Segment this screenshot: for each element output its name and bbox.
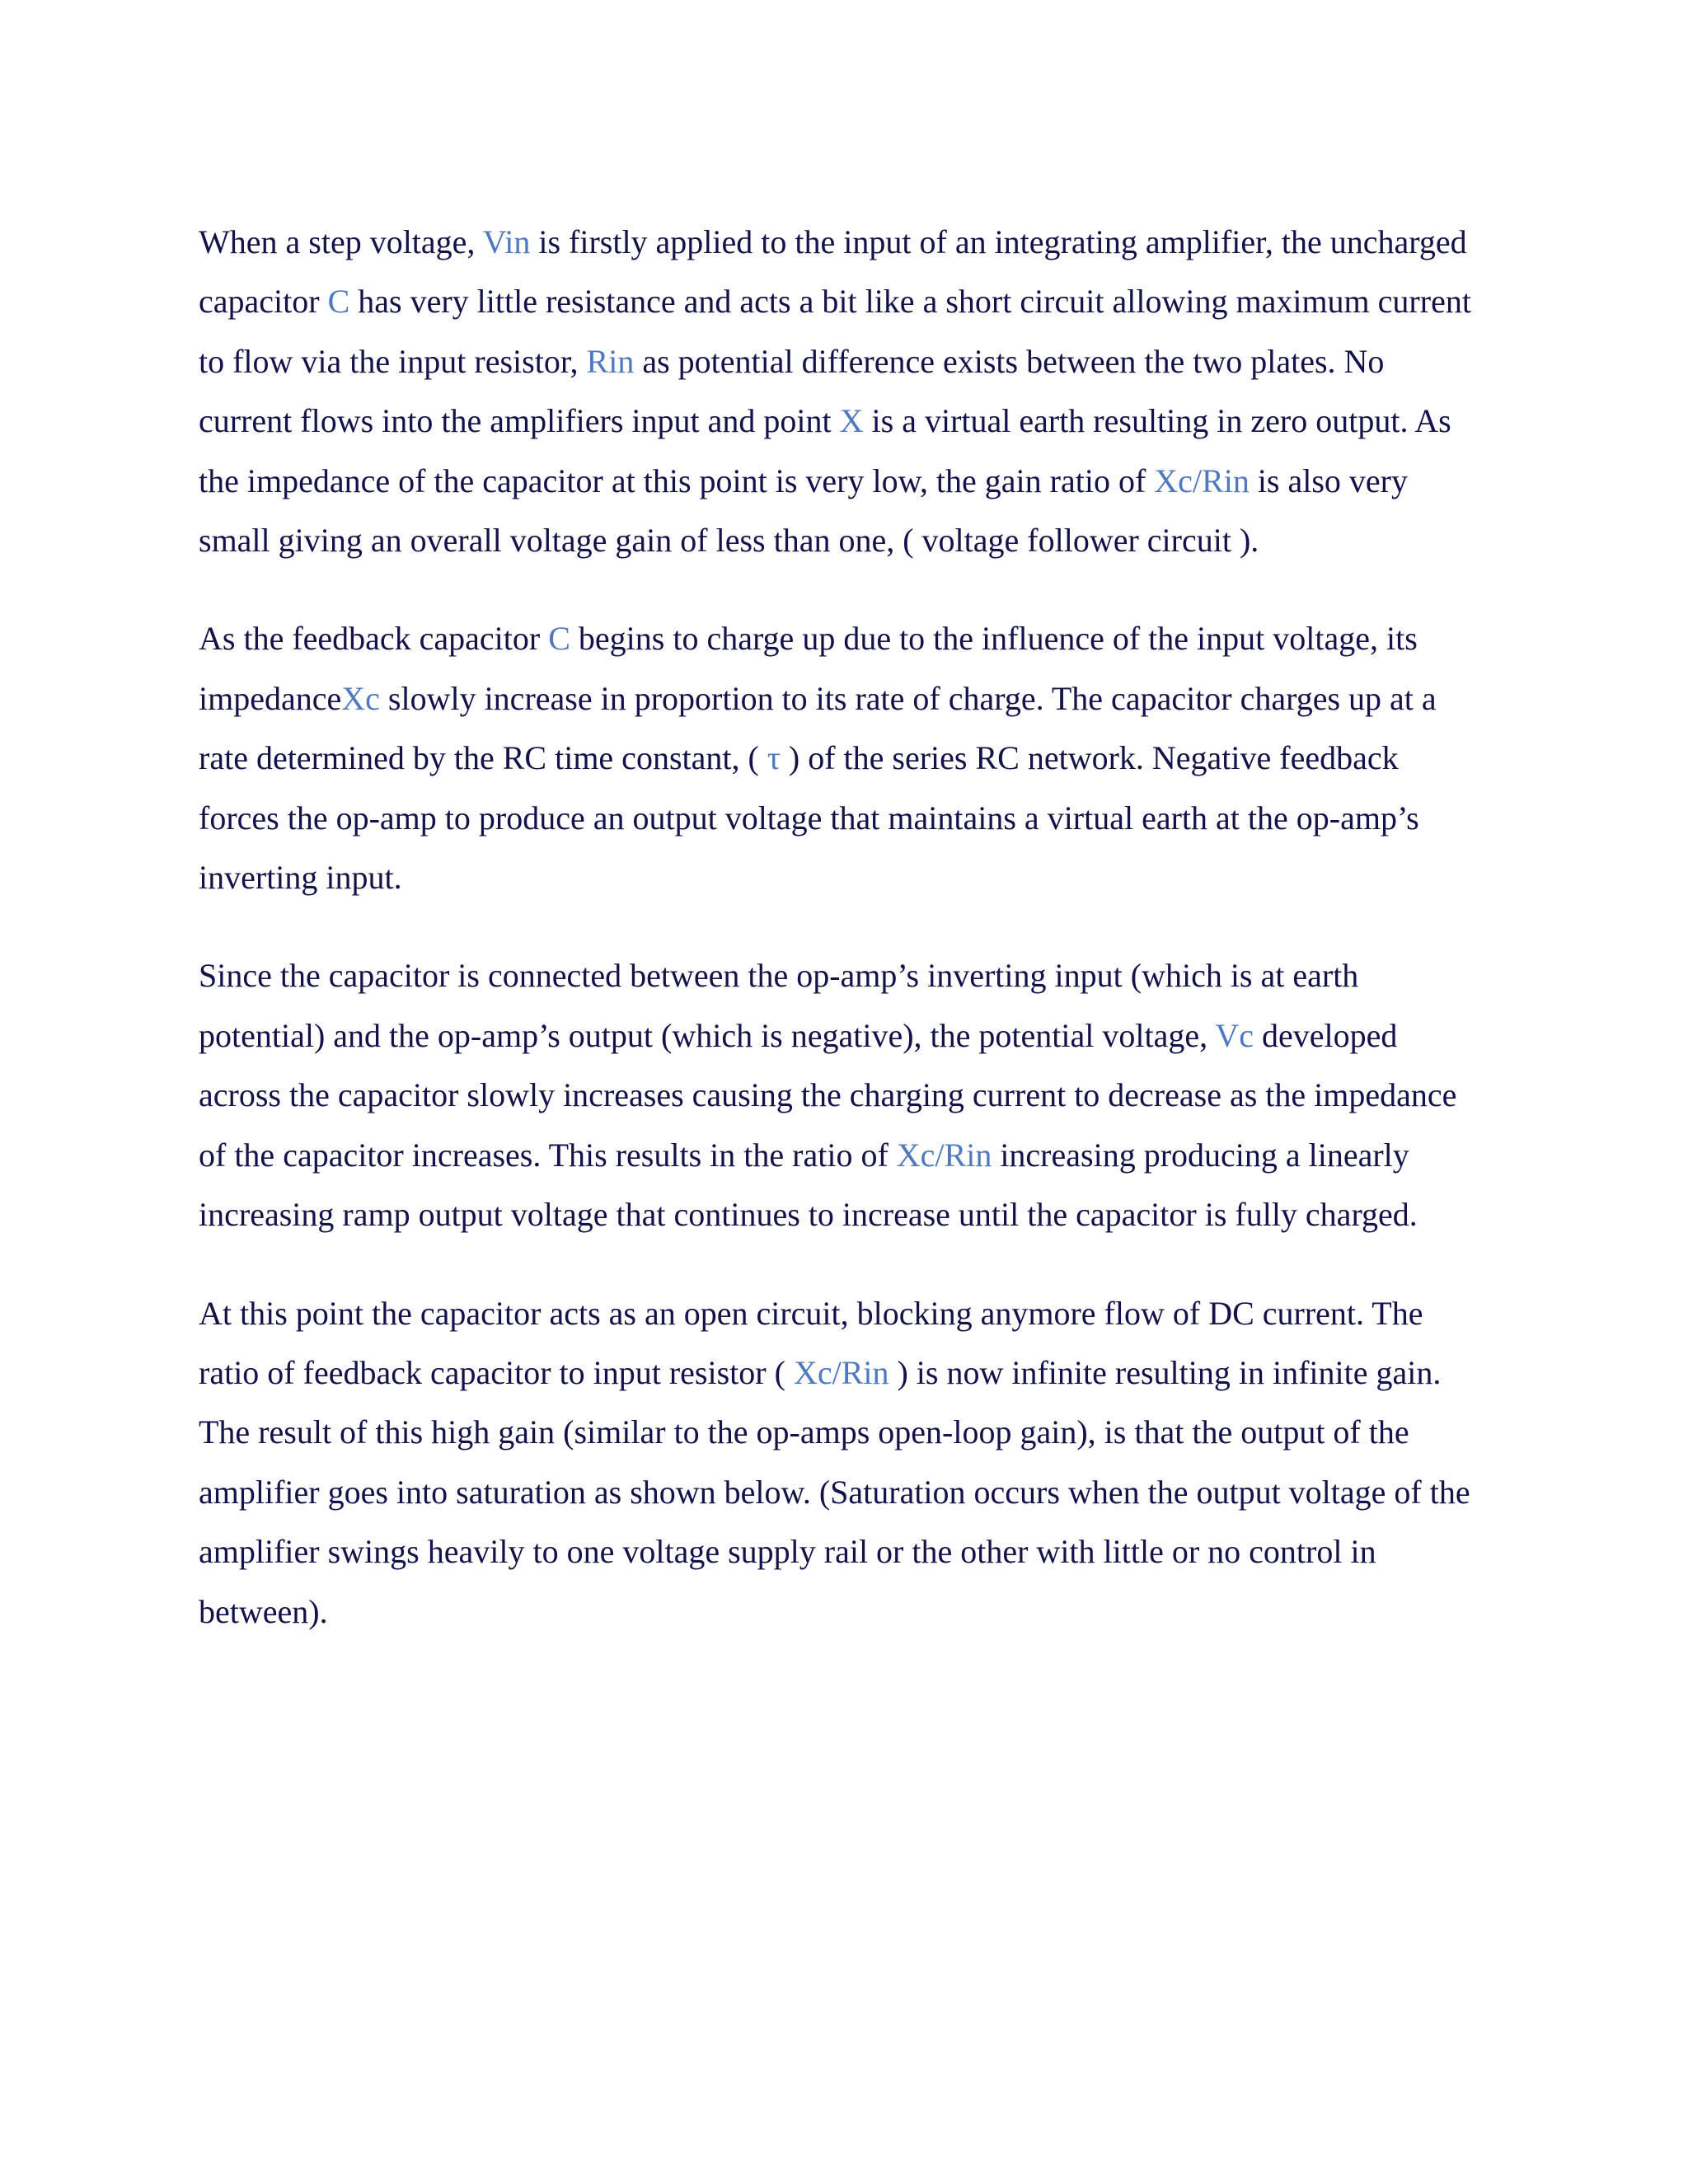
term-xc-rin: Xc/Rin bbox=[793, 1353, 889, 1391]
text-run: is also very small giving an overall voltage gain of less than one, ( voltage follower circuit ). bbox=[199, 462, 1408, 560]
text-run: ) of the series RC network. Negative feedback forces the op-amp to produce an output voltage that maintains a virtual earth at the op-amp’s inverting input. bbox=[199, 739, 1419, 897]
term-rin: Rin bbox=[586, 342, 635, 380]
term-vin: Vin bbox=[482, 223, 531, 260]
paragraph-1 bbox=[199, 213, 1484, 570]
text-run: has very little resistance and acts a bit like a short circuit allowing maximum current to flow via the input resistor, bbox=[199, 283, 1471, 380]
term-c: C bbox=[327, 283, 350, 321]
text-run: As the feedback capacitor bbox=[199, 620, 549, 658]
paragraph-3 bbox=[199, 946, 1484, 1244]
paragraph-4 bbox=[199, 1284, 1484, 1642]
text-run: At this point the capacitor acts as an open circuit, blocking anymore flow of DC current. The ratio of feedback capacitor to input resistor ( bbox=[199, 1294, 1423, 1391]
text-run: ) is now infinite resulting in infinite gain. The result of this high gain (similar to the op-amps open-loop gain), is that the output of the amplifier goes into saturation as shown below. (Saturation occurs when the output voltage of the amplifier swings heavily to one voltage supply rail or the other with little or no control in between). bbox=[199, 1353, 1470, 1630]
document-body bbox=[199, 213, 1484, 1680]
term-tau: τ bbox=[767, 739, 781, 777]
text-run: slowly increase in proportion to its rate of charge. The capacitor charges up at a rate determined by the RC time constant, ( bbox=[199, 679, 1437, 777]
term-vc: Vc bbox=[1215, 1016, 1254, 1054]
term-x: X bbox=[839, 402, 864, 440]
term-xc: Xc bbox=[341, 679, 380, 717]
text-run: Since the capacitor is connected between the op-amp’s inverting input (which is at earth potential) and the op-amp’s output (which is negative), the potential voltage, bbox=[199, 957, 1359, 1054]
term-xc-rin: Xc/Rin bbox=[896, 1136, 992, 1174]
text-run: developed across the capacitor slowly increases causing the charging current to decrease as the impedance of the capacitor increases. This results in the ratio of bbox=[199, 1016, 1457, 1174]
term-xc-rin: Xc/Rin bbox=[1154, 462, 1250, 499]
text-run: is firstly applied to the input of an integrating amplifier, the uncharged capacitor bbox=[199, 223, 1467, 321]
text-run: begins to charge up due to the influence of the input voltage, its impedance bbox=[199, 620, 1418, 717]
paragraph-2 bbox=[199, 609, 1484, 907]
text-run: increasing producing a linearly increasing ramp output voltage that continues to increase until the capacitor is fully charged. bbox=[199, 1136, 1418, 1234]
text-run: When a step voltage, bbox=[199, 223, 483, 260]
text-run: is a virtual earth resulting in zero output. As the impedance of the capacitor at this point is very low, the gain ratio of bbox=[199, 402, 1451, 499]
text-run: as potential difference exists between the two plates. No current flows into the amplifiers input and point bbox=[199, 342, 1385, 440]
term-c: C bbox=[548, 620, 570, 658]
